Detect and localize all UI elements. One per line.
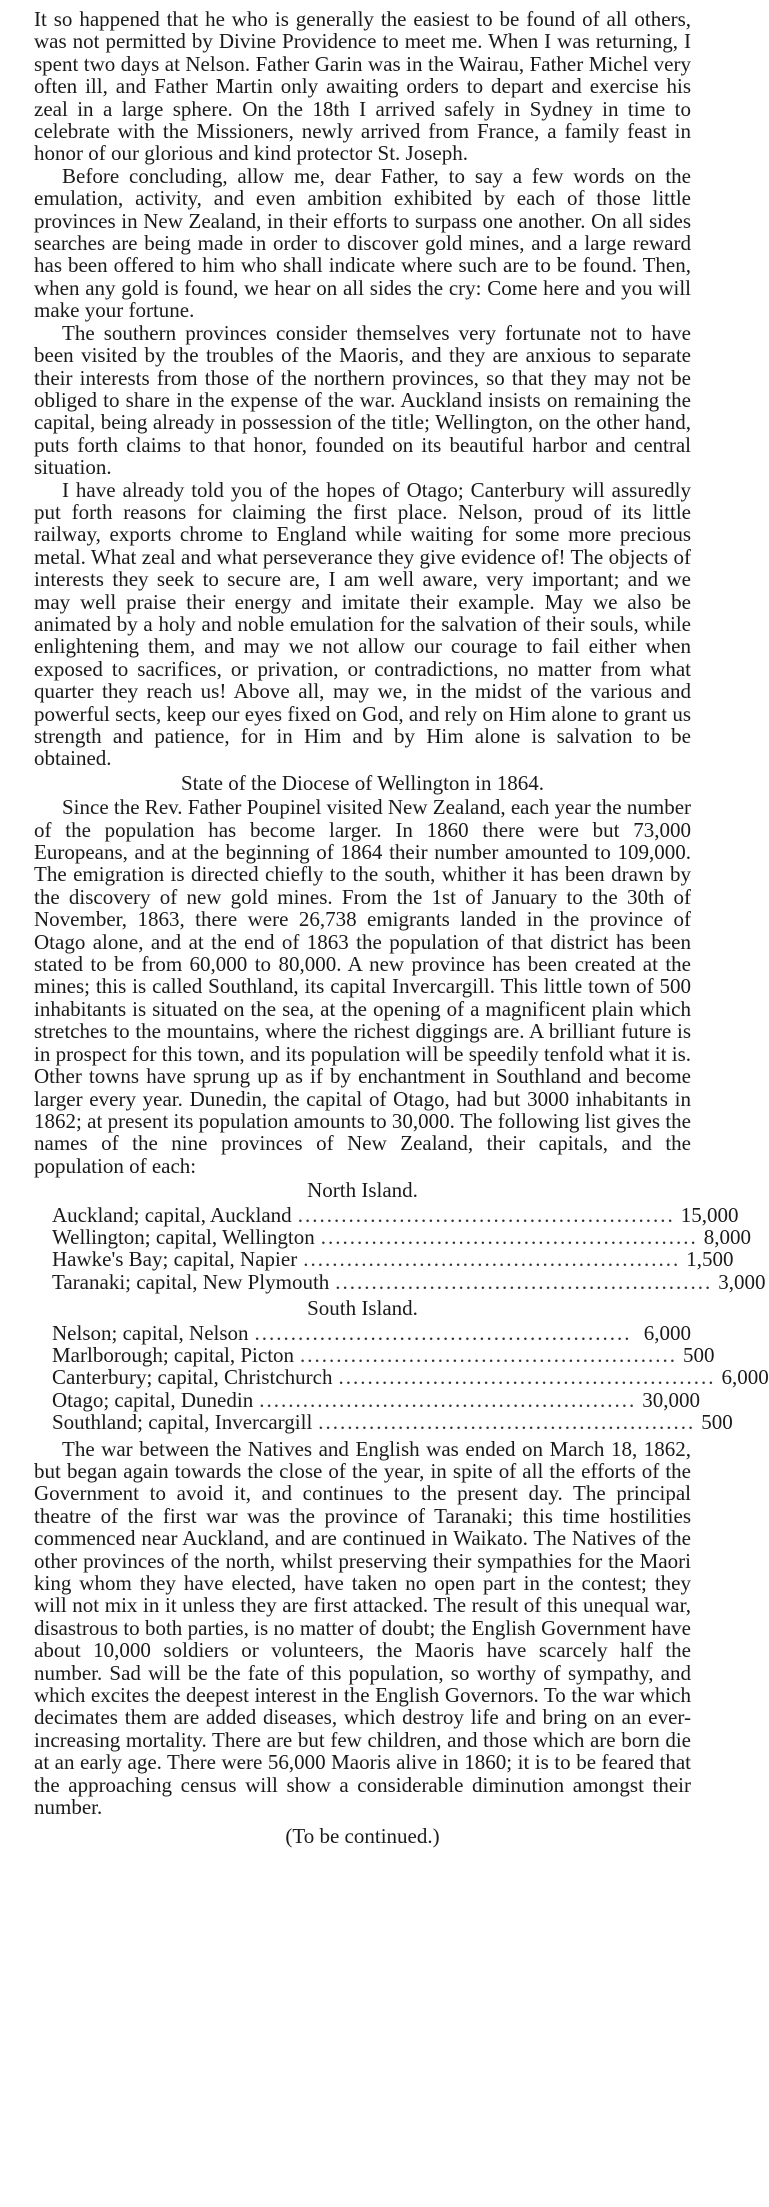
- table-row: [52, 1365, 769, 1390]
- north-island-heading: North Island.: [307, 1178, 418, 1203]
- table-row: [52, 1202, 739, 1227]
- leader-dots: ....................................................: [297, 1202, 675, 1227]
- leader-dots: ....................................................: [335, 1269, 713, 1294]
- south-island-heading: South Island.: [307, 1296, 418, 1321]
- population-value: 15,000: [680, 1202, 739, 1227]
- article-column: [34, 7, 769, 1848]
- population-value: 30,000: [642, 1387, 700, 1412]
- paragraph-intro-4: I have already told you of the hopes of Otago; Canterbury will assuredly put forth reasons for claiming the first place. Nelson, proud of its little railway, exports chrome to England while waiting for some more precious metal. What zeal and what perseverance they give evidence of! The objects of interests they seek to secure are, I am well aware, very important; and we may well praise their energy and imitate their example. May we also be animated by a holy and noble emulation for the salvation of their souls, while enlightening them, and may we not allow our courage to fail either when exposed to sacrifices, or privation, or contradictions, no matter from what quarter they reach us! Above all, may we, in the midst of the various and powerful sects, keep our eyes fixed on God, and rely on Him alone to grant us strength and patience, for in Him and by Him alone is salvation to be obtained.: [34, 477, 691, 771]
- paragraph-intro-3: The southern provinces consider themselves very fortunate not to have been visited by the troubles of the Maoris, and they are anxious to separate their interests from those of the northern provinces, so that they may not be obliged to share in the expense of the war. Auckland insists on remaining the capital, being already in possession of the title; Wellington, on the other hand, puts forth claims to that honor, founded on its beautiful harbor and central situation.: [34, 320, 691, 480]
- province-label: Auckland; capital, Auckland: [52, 1202, 292, 1227]
- table-row: [52, 1342, 715, 1367]
- leader-dots: ....................................................: [320, 1224, 698, 1249]
- paragraph-war: The war between the Natives and English was ended on March 18, 1862, but began again towards the close of the year, in spite of all the efforts of the Government to avoid it, and continues to the present day. The principal theatre of the first war was the province of Taranaki; this time hostilities commenced near Auckland, and are continued in Waikato. The Natives of the other provinces of the north, whilst preserving their sympathies for the Maori king whom they have elected, have taken no open part in the contest; they will not mix in it unless they are first attacked. The result of this unequal war, disastrous to both parties, is no matter of doubt; the English Government have about 10,000 soldiers or volunteers, the Maoris have scarcely half the number. Sad will be the fate of this population, so worthy of sympathy, and which excites the deepest interest in the English Governors. To the war which decimates them are added diseases, which destroy life and bring on an ever-increasing mortality. There are but few children, and those which are born die at an early age. There were 56,000 Maoris alive in 1860; it is to be feared that the approaching census will show a considerable diminution amongst their number.: [34, 1436, 691, 1820]
- leader-dots: ....................................................: [303, 1247, 681, 1272]
- population-value: 3,000: [718, 1269, 766, 1294]
- section-heading: State of the Diocese of Wellington in 1864.: [180, 770, 545, 795]
- province-label: Southland; capital, Invercargill: [52, 1410, 313, 1435]
- province-label: Wellington; capital, Wellington: [52, 1224, 315, 1249]
- leader-dots: ....................................................: [259, 1387, 637, 1412]
- leader-dots: ....................................................: [338, 1365, 716, 1390]
- population-value: 8,000: [703, 1224, 752, 1249]
- population-value: 1,500: [686, 1247, 734, 1272]
- table-row: [52, 1322, 691, 1344]
- province-label: Otago; capital, Dunedin: [52, 1387, 254, 1412]
- to-be-continued: (To be continued.): [285, 1823, 440, 1848]
- province-label: Canterbury; capital, Christchurch: [52, 1365, 333, 1390]
- table-row: [52, 1269, 766, 1294]
- paragraph-intro-2: Before concluding, allow me, dear Father, to say a few words on the emulation, activity, and even ambition exhibited by each of those little provinces in New Zealand, in their efforts to surpass one another. On all sides searches are being made in order to discover gold mines, and a large reward has been offered to him who shall indicate where such are to be found. Then, when any gold is found, we hear on all sides the cry: Come here and you will make your fortune.: [34, 163, 691, 323]
- paragraph-population: Since the Rev. Father Poupinel visited New Zealand, each year the number of the population has become larger. In 1860 there were but 73,000 Europeans, and at the beginning of 1864 their number amounted to 109,000. The emigration is directed chiefly to the south, whither it has been drawn by the discovery of new gold mines. From the 1st of January to the 30th of November, 1863, there were 26,738 emigrants landed in the province of Otago alone, and at the end of 1863 the population of that district has been stated to be from 60,000 to 80,000. A new province has been created at the mines; this is called Southland, its capital Invercargill. This little town of 500 inhabitants is situated on the sea, at the opening of a magnificent plain which stretches to the mountains, where the richest diggings are. A brilliant future is in prospect for this town, and its population will be speedily tenfold what it is. Other towns have sprung up as if by enchantment in Southland and become larger every year. Dunedin, the capital of Otago, had but 3000 inhabitants in 1862; at present its population amounts to 30,000. The following list gives the names of the nine provinces of New Zealand, their capitals, and the population of each:: [34, 795, 692, 1178]
- population-value: 500: [701, 1410, 733, 1435]
- south-island-table: [34, 1320, 769, 1435]
- population-value: 6,000: [643, 1320, 691, 1345]
- province-label: Hawke's Bay; capital, Napier: [52, 1247, 298, 1272]
- leader-dots: ....................................................: [300, 1342, 678, 1367]
- leader-dots: ....................................................: [318, 1410, 696, 1435]
- province-label: Marlborough; capital, Picton: [52, 1342, 295, 1367]
- province-label: Nelson; capital, Nelson: [52, 1320, 249, 1345]
- population-value: 6,000: [721, 1365, 769, 1390]
- table-row: [52, 1247, 734, 1272]
- table-row: [52, 1387, 700, 1412]
- leader-dots: ....................................................: [254, 1320, 632, 1345]
- province-label: Taranaki; capital, New Plymouth: [52, 1269, 330, 1294]
- population-value: 500: [683, 1342, 715, 1367]
- north-island-table: [34, 1202, 766, 1294]
- table-row: [52, 1410, 733, 1435]
- table-row: [52, 1224, 752, 1249]
- paragraph-intro-1: It so happened that he who is generally the easiest to be found of all others, was not permitted by Divine Providence to meet me. When I was returning, I spent two days at Nelson. Father Garin was in the Wairau, Father Michel very often ill, and Father Martin only awaiting orders to depart and exercise his zeal in a large sphere. On the 18th I arrived safely in Sydney in time to celebrate with the Missioners, newly arrived from France, a family feast in honor of our glorious and kind protector St. Joseph.: [34, 7, 691, 166]
